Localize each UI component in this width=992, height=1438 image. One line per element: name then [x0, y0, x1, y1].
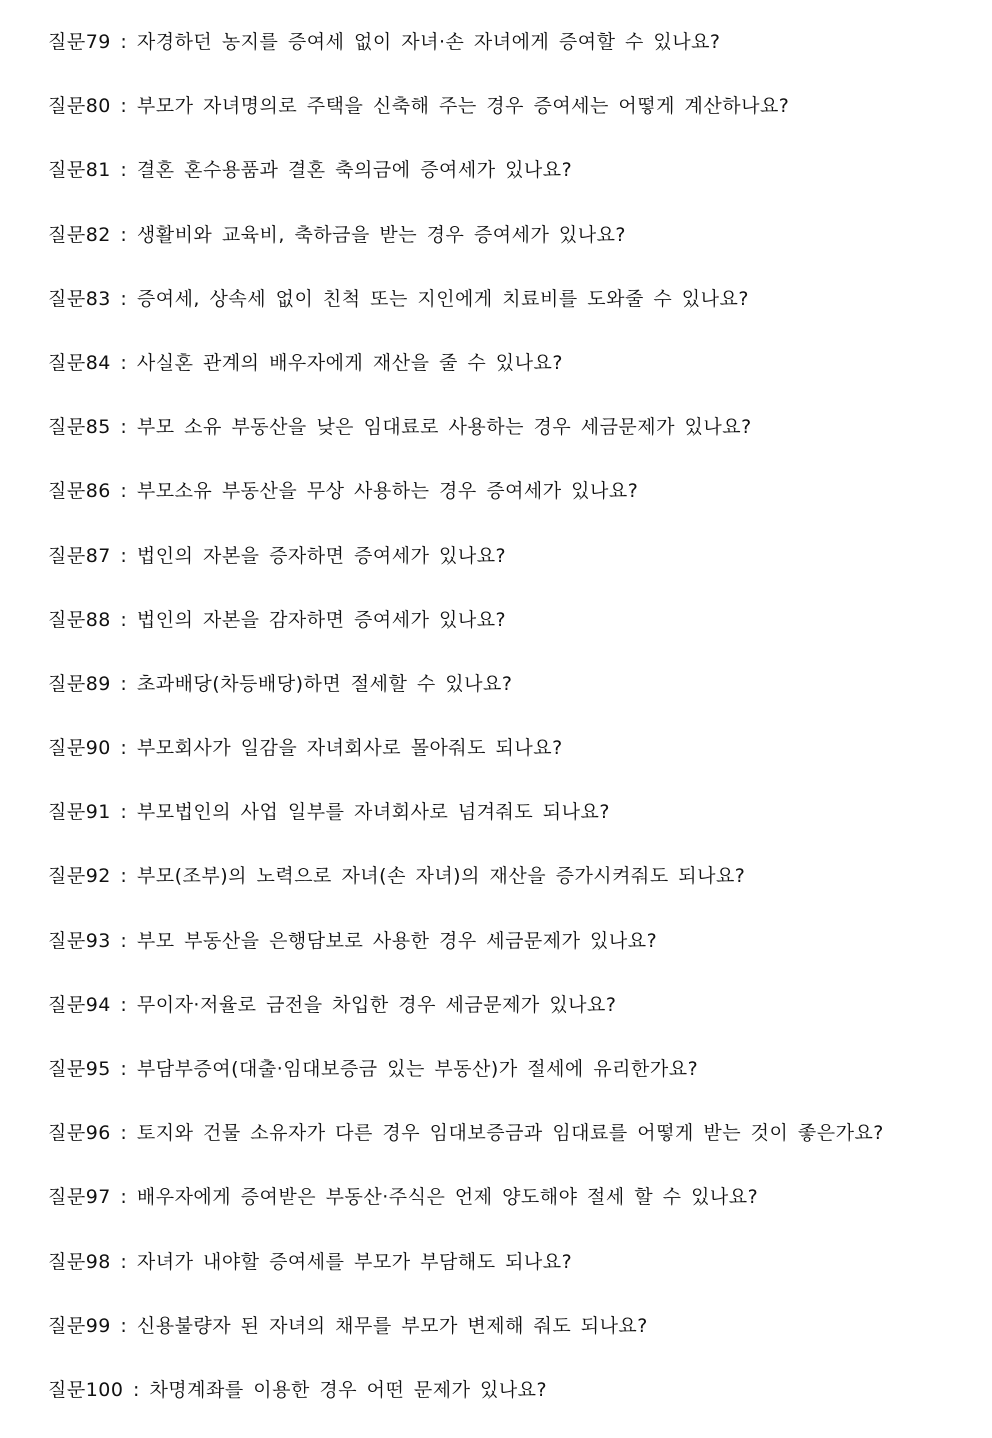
question-item: 질문88 : 법인의 자본을 감자하면 증여세가 있나요?	[48, 608, 507, 631]
question-item: 질문89 : 초과배당(차등배당)하면 절세할 수 있나요?	[48, 672, 513, 695]
question-item: 질문97 : 배우자에게 증여받은 부동산·주식은 언제 양도해야 절세 할 수 있나요?	[48, 1186, 759, 1209]
question-item: 질문95 : 부담부증여(대출·임대보증금 있는 부동산)가 절세에 유리한가요?	[48, 1058, 699, 1080]
question-item: 질문91 : 부모법인의 사업 일부를 자녀회사로 넘겨줘도 되나요?	[48, 801, 610, 824]
question-item: 질문80 : 부모가 자녀명의로 주택을 신축해 주는 경우 증여세는 어떻게 계산하나요?	[48, 95, 790, 118]
question-item: 질문87 : 법인의 자본을 증자하면 증여세가 있나요?	[48, 544, 507, 567]
question-item: 질문96 : 토지와 건물 소유자가 다른 경우 임대보증금과 임대료를 어떻게 받는 것이 좋은가요?	[48, 1122, 884, 1145]
question-list	[48, 26, 978, 1438]
question-item: 질문82 : 생활비와 교육비, 축하금을 받는 경우 증여세가 있나요?	[48, 223, 627, 246]
question-item: 질문93 : 부모 부동산을 은행담보로 사용한 경우 세금문제가 있나요?	[48, 929, 658, 952]
question-item: 질문85 : 부모 소유 부동산을 낮은 임대료로 사용하는 경우 세금문제가 있나요?	[48, 416, 752, 439]
question-item: 질문100 : 차명계좌를 이용한 경우 어떤 문제가 있나요?	[48, 1378, 548, 1401]
question-item: 질문99 : 신용불량자 된 자녀의 채무를 부모가 변제해 줘도 되나요?	[48, 1314, 648, 1337]
question-item: 질문94 : 무이자·저율로 금전을 차입한 경우 세금문제가 있나요?	[48, 993, 617, 1016]
question-item: 질문98 : 자녀가 내야할 증여세를 부모가 부담해도 되나요?	[48, 1250, 573, 1273]
question-item: 질문86 : 부모소유 부동산을 무상 사용하는 경우 증여세가 있나요?	[48, 480, 639, 503]
question-item: 질문90 : 부모회사가 일감을 자녀회사로 몰아줘도 되나요?	[48, 737, 563, 760]
question-item: 질문92 : 부모(조부)의 노력으로 자녀(손 자녀)의 재산을 증가시켜줘도 되나요?	[48, 865, 746, 888]
question-item: 질문79 : 자경하던 농지를 증여세 없이 자녀·손 자녀에게 증여할 수 있나요?	[48, 31, 721, 53]
question-item: 질문81 : 결혼 혼수용품과 결혼 축의금에 증여세가 있나요?	[48, 159, 573, 182]
question-item: 질문83 : 증여세, 상속세 없이 친척 또는 지인에게 치료비를 도와줄 수 있나요?	[48, 287, 749, 310]
question-item: 질문84 : 사실혼 관계의 배우자에게 재산을 줄 수 있나요?	[48, 351, 563, 374]
